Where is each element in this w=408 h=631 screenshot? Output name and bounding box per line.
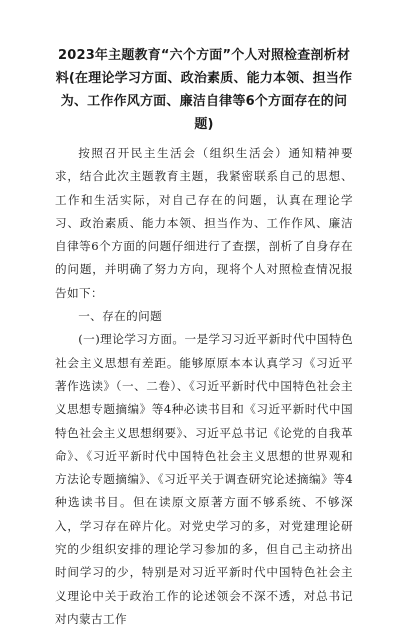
section-heading: 一、存在的问题 [78, 309, 163, 324]
intro-paragraph: 按照召开民主生活会（组织生活会）通知精神要求，结合此次主题教育主题，我紧密联系自己的思想、工作和生活实际，对自己存在的问题，认真在理论学习、政治素质、能力本领、担当作为、工作作风、廉洁自律等6个方面的问题仔细进行了查摆，剖析了自身存在的问题，并明确了努力方向，现将个人对照检查情况报告如下： [55, 146, 353, 300]
document-title: 2023年主题教育“六个方面”个人对照检查剖析材料(在理论学习方面、政治素质、能力本领、担当作为、工作作风方面、廉洁自律等6个方面存在的问题) [55, 48, 353, 132]
section-body-paragraph: (一)理论学习方面。一是学习习近平新时代中国特色社会主义思想有差距。能够原原本本认真学习《习近平著作选读》（一、二卷）、《习近平新时代中国特色社会主义思想专题摘编》等4种必读书目和《习近平新时代中国特色社会主义思想纲要》、习近平总书记《论党的自我革命》、《习近平新时代中国特色社会主义思想的世界观和方法论专题摘编》、《习近平关于调查研究论述摘编》等4种选读书目。但在读原文原著方面不够系统、不够深入，学习存在碎片化。对党史学习的多，对党建理论研究的少组织安排的理论学习参加的多，但自己主动挤出时间学习的少，特别是对习近平新时代中国特色社会主义理论中关于政治工作的论述领会不深不透，对总书记对内蒙古工作 [55, 332, 353, 626]
